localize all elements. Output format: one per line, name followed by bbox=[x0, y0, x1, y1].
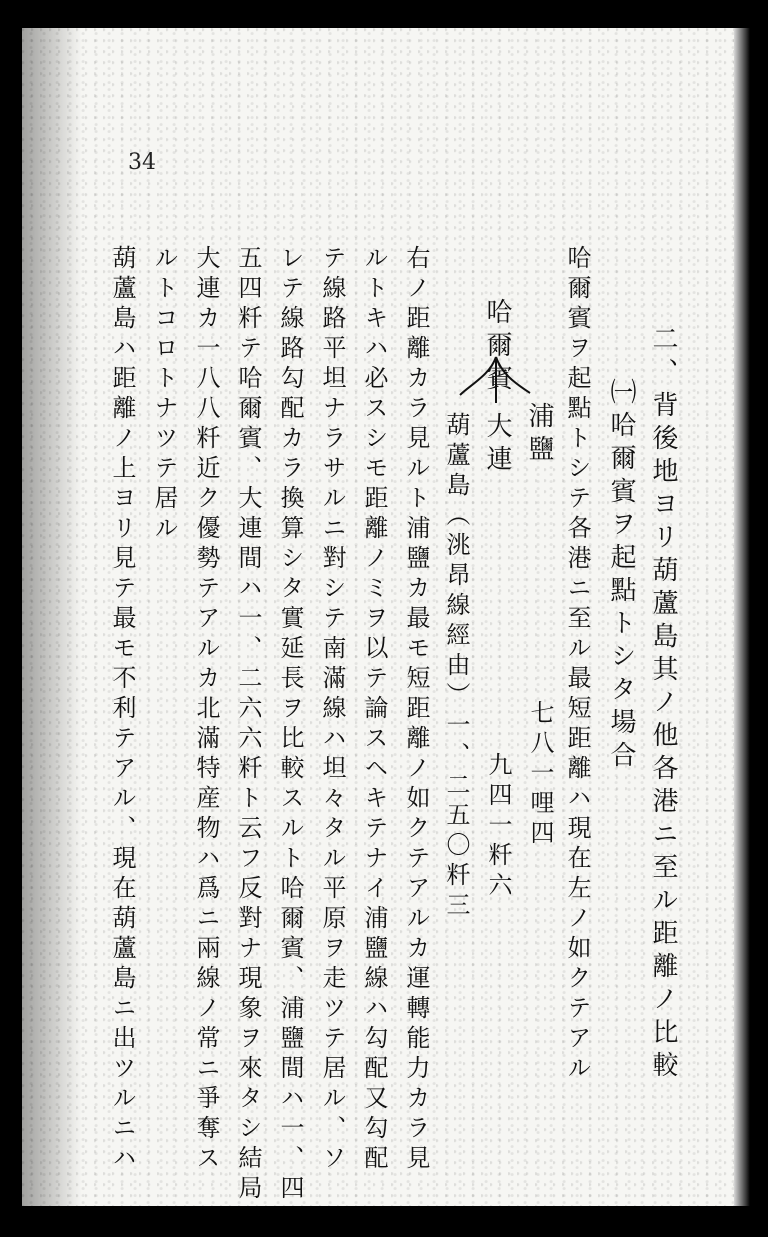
body-line-8: 葫蘆島ハ距離ノ上ヨリ見テ最モ不利テアル、現在葫蘆島ニ出ツルニハ bbox=[108, 245, 136, 1175]
intro-line: 哈爾賓ヲ起點トシテ各港ニ至ル最短距離ハ現在左ノ如クテアル bbox=[563, 245, 591, 1085]
route-dest-huludao: 葫蘆島（洮昂線經由） bbox=[442, 412, 470, 712]
body-line-1: 右ノ距離カラ見ルト浦鹽カ最モ短距離ノ如クテアルカ運轉能力カラ見 bbox=[402, 245, 430, 1175]
route-dest-dalian: 大連 bbox=[482, 412, 512, 478]
route-distance-huludao: 一、二五〇粁三 bbox=[442, 712, 470, 922]
body-line-6: 大連カ一八八粁近ク優勢テアルカ北滿特産物ハ爲ニ兩線ノ常ニ爭奪ス bbox=[192, 245, 220, 1175]
route-distance-vladivostok: 七八一哩四 bbox=[526, 700, 554, 850]
body-line-7: ルトコロトナツテ居ル bbox=[150, 245, 178, 545]
route-dest-vladivostok: 浦鹽 bbox=[524, 402, 554, 468]
section-title: 二、背後地ヨリ葫蘆島其ノ他各港ニ至ル距離ノ比較 bbox=[648, 325, 678, 1084]
body-line-2: ルトキハ必スシモ距離ノミヲ以テ論スヘキテナイ浦鹽線ハ勾配又勾配 bbox=[360, 245, 388, 1175]
body-line-4: レテ線路勾配カラ換算シタ實延長ヲ比較スルト哈爾賓、浦鹽間ハ一、四 bbox=[276, 245, 304, 1205]
page-edge bbox=[734, 28, 750, 1206]
page-shadow bbox=[22, 28, 82, 1206]
body-line-5: 五四粁テ哈爾賓、大連間ハ一、二六六粁ト云フ反對ナ現象ヲ來タシ結局 bbox=[234, 245, 262, 1205]
origin-label: 哈爾賓 bbox=[482, 298, 512, 397]
page-number: 34 bbox=[128, 150, 156, 175]
body-line-3: テ線路平坦ナラサルニ對シテ南滿線ハ坦々タル平原ヲ走ツテ居ル、ソ bbox=[318, 245, 346, 1175]
route-distance-dalian: 九四一粁六 bbox=[484, 752, 512, 902]
subsection-title: ㈠哈爾賓ヲ起點トシタ場合 bbox=[606, 378, 636, 774]
